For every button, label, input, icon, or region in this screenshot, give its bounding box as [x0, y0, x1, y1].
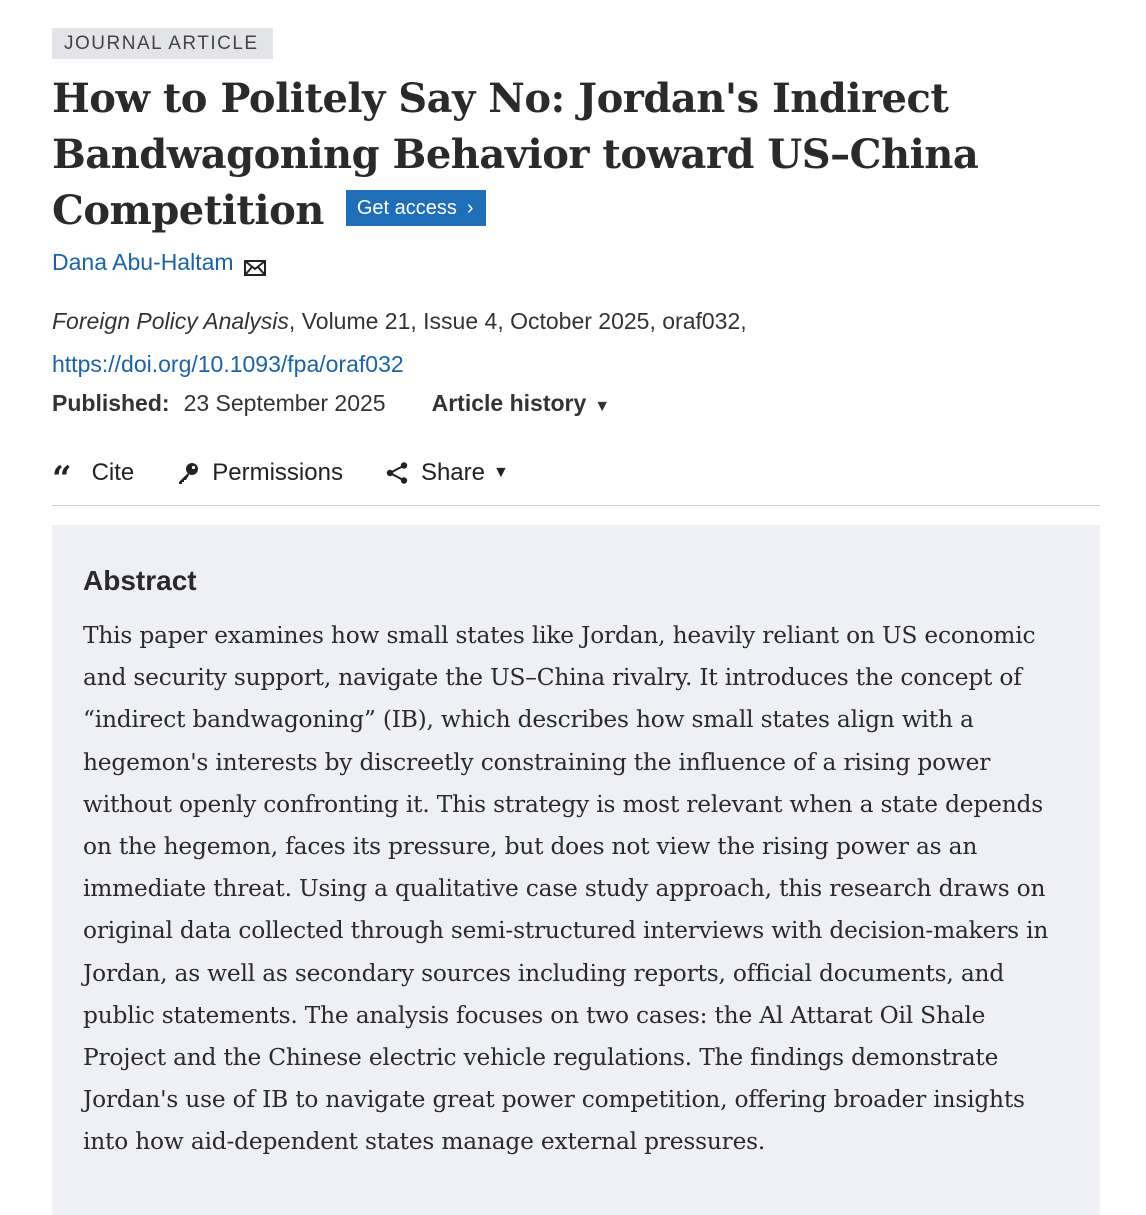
article-header: [52, 28, 1100, 506]
triangle-down-icon: ▼: [594, 398, 611, 415]
author-line: [52, 249, 1100, 276]
article-history-label: Article history: [431, 390, 587, 416]
chevron-right-icon: ›: [466, 197, 474, 219]
author-link[interactable]: Dana Abu-Haltam: [52, 249, 234, 275]
permissions-label: Permissions: [212, 459, 343, 486]
share-icon: [385, 461, 409, 485]
get-access-label: Get access: [356, 197, 457, 219]
permissions-button[interactable]: [176, 459, 343, 487]
article-tools: [52, 459, 1100, 506]
quote-icon: “: [52, 459, 72, 499]
mail-icon[interactable]: [244, 255, 266, 271]
abstract-heading: Abstract: [83, 565, 197, 596]
article-type-badge: JOURNAL ARTICLE: [52, 28, 273, 59]
journal-name: Foreign Policy Analysis: [52, 308, 289, 334]
article-title-text: How to Politely Say No: Jordan's Indirect Bandwagoning Behavior toward US–China Competition: [52, 75, 979, 234]
article-history-toggle[interactable]: [432, 390, 611, 417]
share-button[interactable]: [385, 459, 509, 487]
triangle-down-icon: ▼: [493, 464, 509, 481]
cite-button[interactable]: [52, 459, 135, 499]
article-title: [52, 71, 1100, 239]
published-label: Published:: [52, 390, 170, 416]
abstract-section: [52, 525, 1100, 1215]
published-date: 23 September 2025: [183, 390, 386, 416]
get-access-button[interactable]: [346, 190, 486, 226]
abstract-text: This paper examines how small states like Jordan, heavily reliant on US economic and security support, navigate the US–China rivalry. It introduces the concept of “indirect bandwagoning” (IB), which describes how small states align with a hegemon's interests by discreetly constraining the influence of a rising power without openly confronting it. This strategy is most relevant when a state depends on the hegemon, faces its pressure, but does not view the rising power as an immediate threat. Using a qualitative case study approach, this research draws on original data collected through semi-structured interviews with decision-makers in Jordan, as well as secondary sources including reports, official documents, and public statements. The analysis focuses on two cases: the Al Attarat Oil Shale Project and the Chinese electric vehicle regulations. The findings demonstrate Jordan's use of IB to navigate great power competition, offering broader insights into how aid-dependent states manage external pressures.: [83, 622, 1049, 1156]
citation-details: , Volume 21, Issue 4, October 2025, oraf032,: [288, 308, 747, 334]
citation-block: [52, 300, 1100, 386]
doi-link[interactable]: https://doi.org/10.1093/fpa/oraf032: [52, 351, 404, 377]
key-icon: [176, 461, 200, 485]
share-label: Share: [420, 459, 485, 486]
publication-line: [52, 390, 1100, 417]
cite-label: Cite: [91, 459, 135, 486]
